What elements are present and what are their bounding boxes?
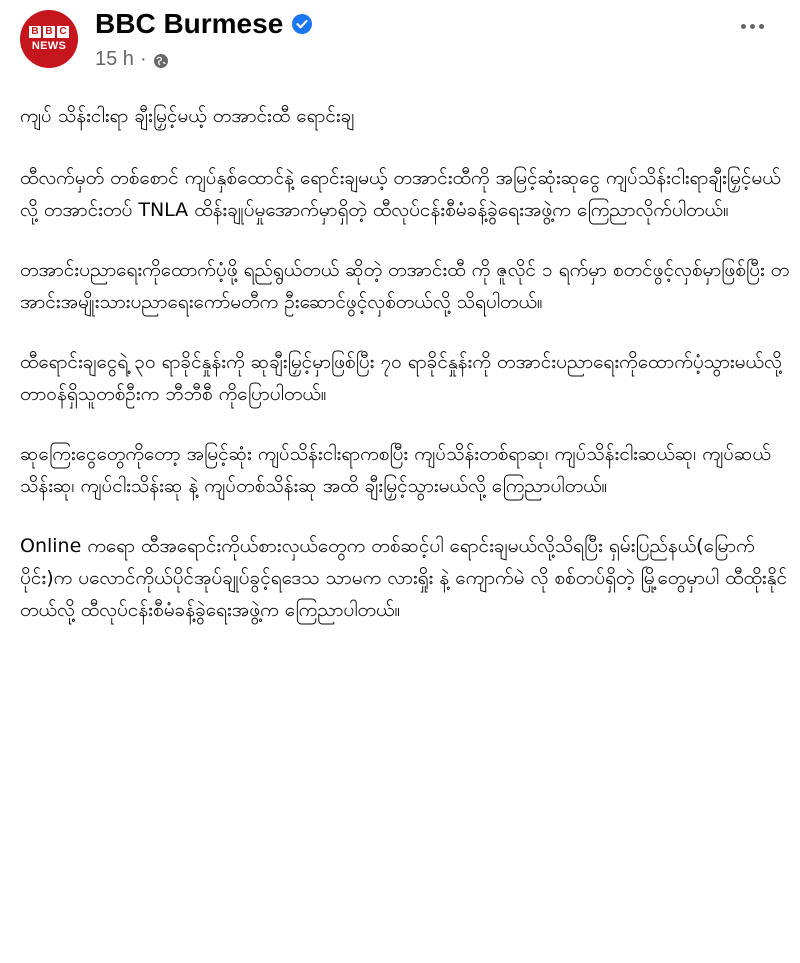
post-header: [0, 0, 800, 90]
avatar[interactable]: [20, 10, 78, 68]
post-headline: ကျပ် သိန်းငါးရာ ချီးမြှင့်မယ့် တအာင်းထီ ရောင်းချ: [20, 105, 355, 127]
more-options-icon: [750, 24, 755, 29]
post-paragraph: ဆုကြေးငွေတွေကိုတော့ အမြင့်ဆုံး ကျပ်သိန်းငါးရာကစပြီး ကျပ်သိန်းတစ်ရာဆု၊ ကျပ်သိန်းငါးဆယ်ဆု၊ ကျပ်ဆယ်သိန်းဆု၊ ကျပ်ငါးသိန်းဆု နဲ့ ကျပ်တစ်သိန်းဆု အထိ ချီးမြှင့်သွားမယ်လို့ ကြေညာပါတယ်။: [20, 443, 771, 497]
bbc-logo-block: C: [57, 26, 69, 38]
more-options-icon: [759, 24, 764, 29]
verified-badge-icon: [291, 13, 313, 35]
bbc-logo-block: B: [29, 26, 41, 38]
bbc-logo-blocks: [29, 26, 69, 38]
post-paragraph: ထီရောင်းချငွေရဲ့ ၃၀ ရာခိုင်နှုန်းကို ဆုချီးမြှင့်မှာဖြစ်ပြီး ၇၀ ရာခိုင်နှုန်းကို တအာင်းပညာရေးကိုထောက်ပံ့သွားမယ်လို့ တာဝန်ရှိသူတစ်ဦးက ဘီဘီစီ ကိုပြောပါတယ်။: [20, 351, 782, 405]
globe-icon[interactable]: [153, 52, 169, 68]
bbc-news-text: NEWS: [31, 40, 67, 52]
post-meta: [95, 48, 169, 71]
post-body: [20, 100, 790, 654]
post-paragraph: ထီလက်မှတ် တစ်စောင် ကျပ်နှစ်ထောင်နဲ့ ရောင်းချမယ့် တအာင်းထီကို အမြင့်ဆုံးဆုငွေ ကျပ်သိန်းငါးရာချီးမြှင့်မယ်လို့ တအာင်းတပ် TNLA ထိန်းချုပ်မှုအောက်မှာရှိတဲ့ ထီလုပ်ငန်းစီမံခန့်ခွဲရေးအဖွဲ့က ကြေညာလိုက်ပါတယ်။: [20, 167, 781, 221]
page-name[interactable]: BBC Burmese: [95, 8, 284, 39]
meta-separator: ·: [139, 48, 147, 70]
post-timestamp[interactable]: 15 h: [95, 48, 134, 70]
post-paragraph: တအာင်းပညာရေးကိုထောက်ပံ့ဖို့ ရည်ရွယ်တယ် ဆိုတဲ့ တအာင်းထီ ကို ဇူလိုင် ၁ ရက်မှာ စတင်ဖွင့်လှစ်မှာဖြစ်ပြီး တအာင်းအမျိုးသားပညာရေးကော်မတီက ဦးဆောင်ဖွင့်လှစ်တယ်လို့ သိရပါတယ်။: [20, 259, 790, 313]
bbc-logo-block: B: [43, 26, 55, 38]
more-options-icon: [741, 24, 746, 29]
post-paragraph: Online ကရော ထီအရောင်းကိုယ်စားလှယ်တွေက တစ်ဆင့်ပါ ရောင်းချမယ်လို့သိရပြီး ရှမ်းပြည်နယ်(မြောက်ပိုင်း)က ပလောင်ကိုယ်ပိုင်အုပ်ချုပ်ခွင့်ရဒေသ သာမက လားရှိုး နဲ့ ကျောက်မဲ လို စစ်တပ်ရှိတဲ့ မြို့တွေမှာပါ ထီထိုးနိုင်တယ်လို့ ထီလုပ်ငန်းစီမံခန့်ခွဲရေးအဖွဲ့က ကြေညာပါတယ်။: [20, 535, 788, 621]
more-options-button[interactable]: [732, 14, 772, 38]
page-name-row: [95, 8, 313, 40]
